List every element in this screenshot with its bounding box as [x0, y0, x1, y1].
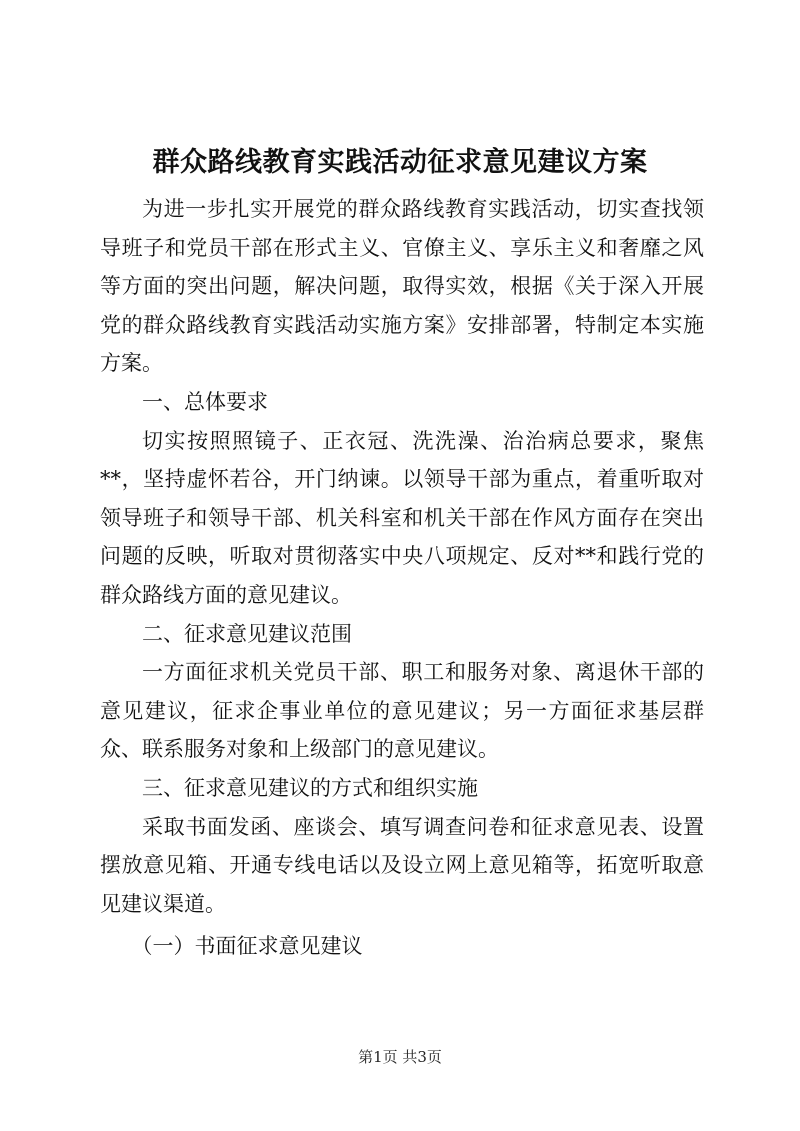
page-footer: 第1页 共3页: [358, 1048, 442, 1066]
methods-paragraph: 采取书面发函、座谈会、填写调查问卷和征求意见表、设置摆放意见箱、开通专线电话以及设立网上意见箱等，拓宽听取意见建议渠道。: [100, 814, 704, 916]
intro-paragraph: 为进一步扎实开展党的群众路线教育实践活动，切实查找领导班子和党员干部在形式主义、官僚主义、享乐主义和奢靡之风等方面的突出问题，解决问题，取得实效，根据《关于深入开展党的群众路线教育实践活动实施方案》安排部署，特制定本实施方案。: [100, 197, 704, 376]
section-heading-general-requirements: 一、总体要求: [142, 389, 268, 414]
general-requirements-paragraph: 切实按照照镜子、正衣冠、洗洗澡、治治病总要求，聚焦**，坚持虚怀若谷，开门纳谏。以领导干部为重点，着重听取对领导班子和领导干部、机关科室和机关干部在作风方面存在突出问题的反映，听取对贯彻落实中央八项规定、反对**和践行党的群众路线方面的意见建议。: [100, 428, 704, 607]
document-body: [100, 190, 704, 966]
section-heading-methods: 三、征求意见建议的方式和组织实施: [142, 775, 478, 800]
document-title: 群众路线教育实践活动征求意见建议方案: [152, 147, 648, 178]
section-heading-scope: 二、征求意见建议范围: [142, 621, 352, 646]
scope-paragraph: 一方面征求机关党员干部、职工和服务对象、离退休干部的意见建议，征求企事业单位的意见建议；另一方面征求基层群众、联系服务对象和上级部门的意见建议。: [100, 660, 704, 762]
subsection-heading-written: （一）书面征求意见建议: [131, 934, 363, 959]
